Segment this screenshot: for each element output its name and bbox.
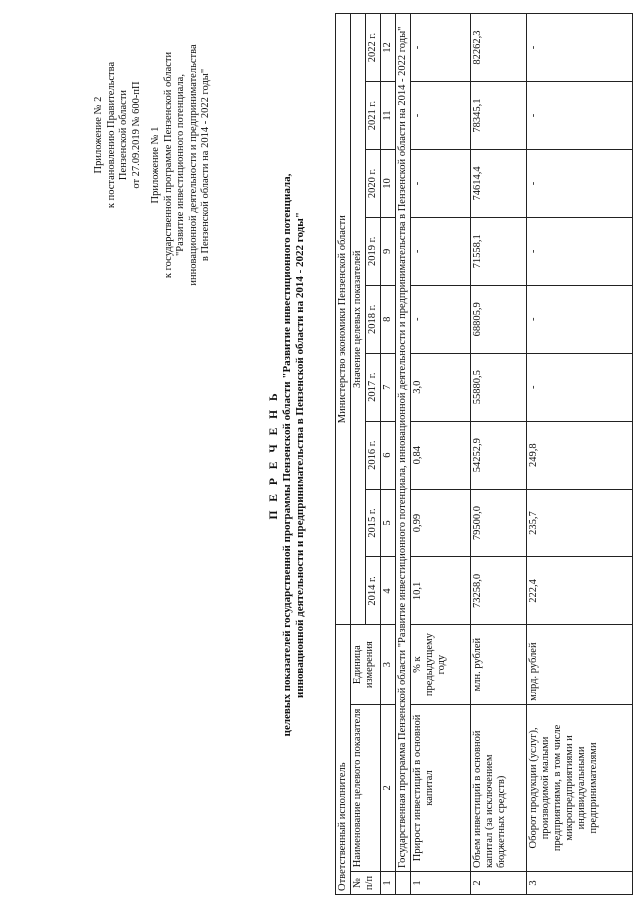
column-number: 6 — [381, 421, 396, 489]
annex1-line: инновационной деятельности и предпринимательства — [187, 44, 199, 286]
header-row — [351, 14, 366, 895]
year-header: 2015 г. — [366, 489, 381, 557]
value-cell: 79500,0 — [471, 489, 527, 557]
value-cell: 222,4 — [527, 557, 633, 625]
row-num: 1 — [411, 872, 471, 895]
indicator-name: Прирост инвестиций в основной капитал — [411, 704, 471, 871]
col-name-header: Наименование целевого показателя — [351, 704, 381, 871]
column-number: 5 — [381, 489, 396, 557]
executor-label: Ответственный исполнитель — [336, 625, 351, 895]
year-header: 2017 г. — [366, 353, 381, 421]
executor-row — [336, 14, 351, 895]
value-cell: 71558,1 — [471, 217, 527, 285]
value-cell: 0,99 — [411, 489, 471, 557]
title-word: П Е Р Е Ч Е Н Ь — [268, 390, 280, 520]
value-cell: 10,1 — [411, 557, 471, 625]
column-number: 12 — [381, 14, 396, 82]
table-row — [471, 14, 527, 895]
annex2-line: Пензенской области — [118, 89, 129, 181]
value-cell: 54252,9 — [471, 421, 527, 489]
value-cell: - — [527, 149, 633, 217]
indicator-name: Объем инвестиций в основной капитал (за исключением бюджетных средств) — [471, 704, 527, 871]
indicators-table — [335, 13, 633, 895]
year-header: 2019 г. — [366, 217, 381, 285]
value-cell: - — [527, 353, 633, 421]
value-cell: - — [527, 285, 633, 353]
title-line: целевых показателей государственной программы Пензенской области "Развитие инвестиционного потенциала, — [281, 173, 293, 737]
column-number: 8 — [381, 285, 396, 353]
year-header: 2014 г. — [366, 557, 381, 625]
value-cell: - — [527, 14, 633, 82]
value-cell: 235,7 — [527, 489, 633, 557]
column-number: 1 — [381, 872, 396, 895]
value-cell: 249,8 — [527, 421, 633, 489]
year-header: 2021 г. — [366, 82, 381, 150]
program-num — [396, 872, 411, 895]
value-cell: 78345,1 — [471, 82, 527, 150]
value-cell: - — [527, 217, 633, 285]
program-row — [396, 14, 411, 895]
indicator-unit: млрд. рублей — [527, 625, 633, 704]
annex1-line: "Развитие инвестиционного потенциала, — [175, 74, 186, 256]
table-row — [527, 14, 633, 895]
value-cell: - — [527, 82, 633, 150]
year-header: 2020 г. — [366, 149, 381, 217]
col-values-header: Значение целевых показателей — [351, 14, 366, 625]
value-cell: 68805,9 — [471, 285, 527, 353]
value-cell: 55880,5 — [471, 353, 527, 421]
row-num: 3 — [527, 872, 633, 895]
value-cell: 82262,3 — [471, 14, 527, 82]
value-cell: 0,84 — [411, 421, 471, 489]
value-cell: - — [411, 82, 471, 150]
year-header: 2022 г. — [366, 14, 381, 82]
value-cell: 3,0 — [411, 353, 471, 421]
year-header: 2018 г. — [366, 285, 381, 353]
year-header: 2016 г. — [366, 421, 381, 489]
col-unit-header: Единица измерения — [351, 625, 381, 704]
value-cell: - — [411, 149, 471, 217]
row-num: 2 — [471, 872, 527, 895]
column-numbers-row — [381, 14, 396, 895]
column-number: 10 — [381, 149, 396, 217]
annex2-header — [93, 5, 143, 265]
annex2-line: от 27.09.2019 № 600-пП — [130, 81, 142, 189]
annex1-line: в Пензенской области на 2014 - 2022 годы" — [200, 68, 211, 262]
column-number: 7 — [381, 353, 396, 421]
value-cell: - — [411, 285, 471, 353]
executor-value: Министерство экономики Пензенской области — [336, 14, 351, 625]
column-number: 2 — [381, 704, 396, 871]
indicator-unit: % к предыдущему году — [411, 625, 471, 704]
indicator-unit: млн. рублей — [471, 625, 527, 704]
value-cell: 73258,0 — [471, 557, 527, 625]
column-number: 3 — [381, 625, 396, 704]
column-number: 9 — [381, 217, 396, 285]
annex2-line: к постановлению Правительства — [105, 61, 117, 209]
value-cell: - — [411, 217, 471, 285]
annex1-line: к государственной программе Пензенской области — [162, 51, 174, 279]
program-title: Государственная программа Пензенской области "Развитие инвестиционного потенциала, инновационной деятельности и предпринимательства в Пензенской области на 2014 - 2022 годы" — [396, 14, 411, 872]
document-title — [268, 95, 307, 815]
column-number: 11 — [381, 82, 396, 150]
title-line: инновационной деятельности и предпринимательства в Пензенской области на 2014 - 2022 годы" — [294, 212, 306, 698]
col-num-header: № п/п — [351, 872, 381, 895]
value-cell: - — [411, 14, 471, 82]
annex1-line: Приложение № 1 — [150, 126, 161, 204]
annex2-line: Приложение № 2 — [93, 96, 104, 174]
table-row — [411, 14, 471, 895]
annex1-header — [150, 5, 213, 325]
indicator-name: Оборот продукции (услуг), производимой малыми предприятиями, в том числе микропредприятиями и индивидуальными предпринимателями — [527, 704, 633, 871]
value-cell: 74614,4 — [471, 149, 527, 217]
column-number: 4 — [381, 557, 396, 625]
